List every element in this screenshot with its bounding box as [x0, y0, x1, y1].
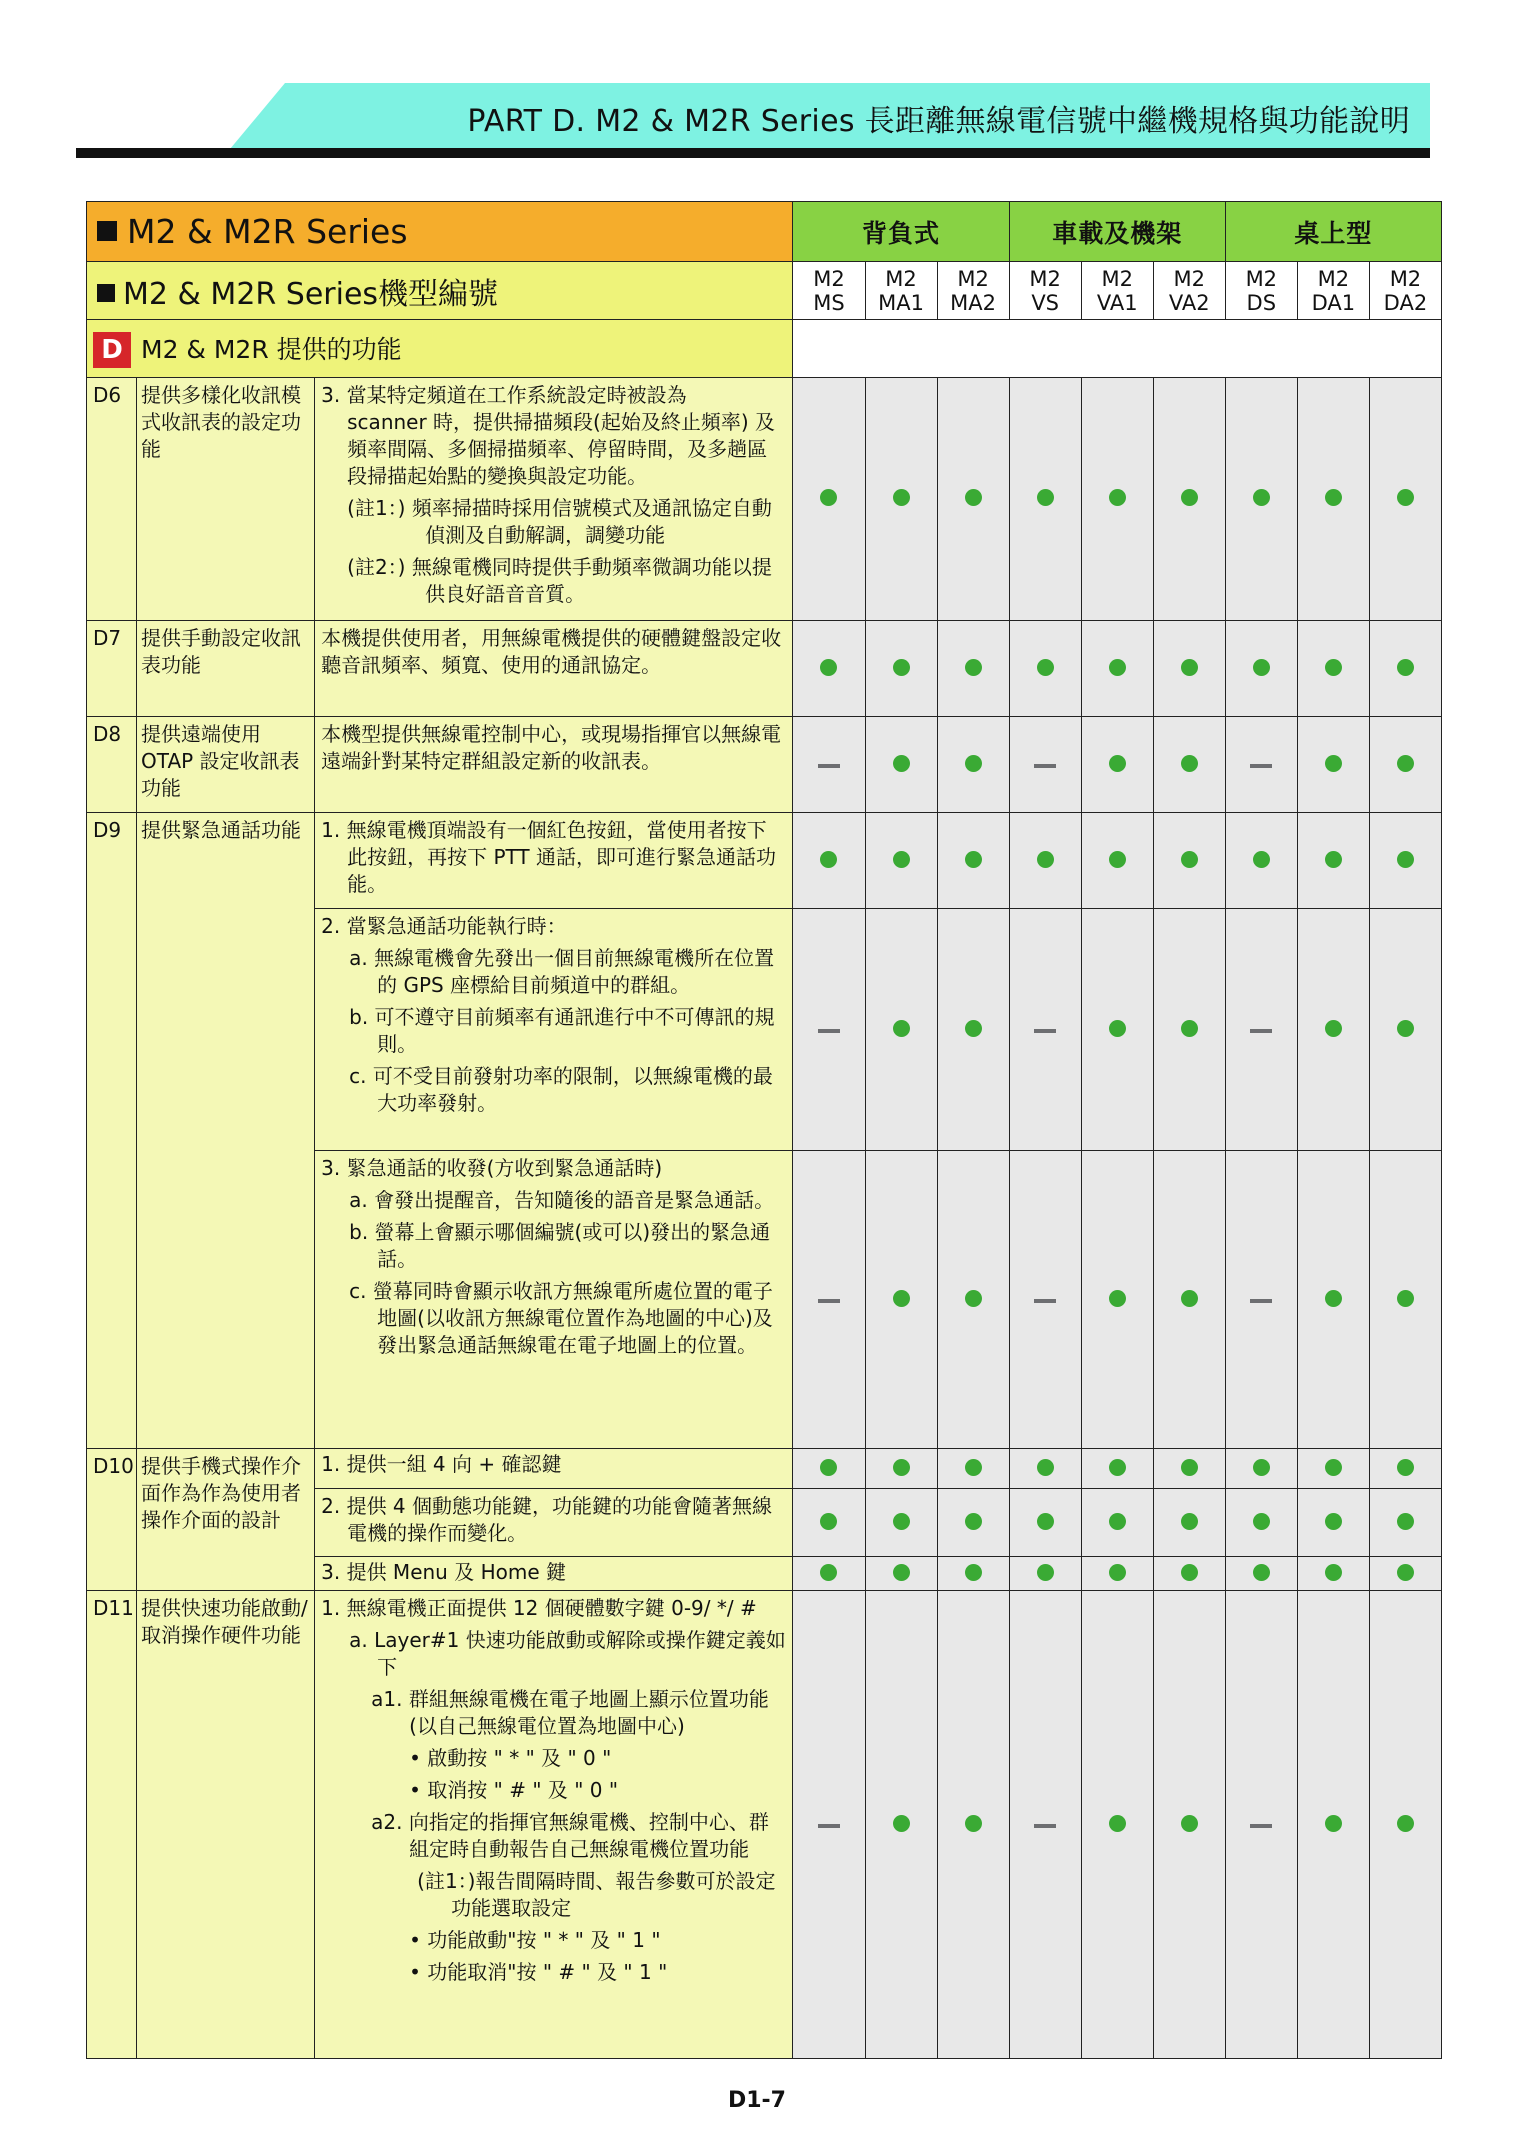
- supported-dot-icon: [1325, 1815, 1342, 1832]
- supported-dot-icon: [965, 1020, 982, 1037]
- support-mark: [937, 378, 1009, 621]
- row-description: 2. 當緊急通話功能執行時： a. 無線電機會先發出一個目前無線電機所在位置的 GPS 座標給目前頻道中的群組。 b. 可不遵守目前頻率有通訊進行中不可傳訊的規則。 c. 可不受目前發射功率的限制，以無線電機的最大功率發射。: [315, 909, 793, 1151]
- not-supported-dash-icon: [1250, 1824, 1272, 1828]
- supported-dot-icon: [1109, 755, 1126, 772]
- header-rule: [76, 148, 1430, 158]
- support-mark: [1297, 1151, 1369, 1449]
- support-mark: [937, 1449, 1009, 1489]
- support-mark: [1153, 717, 1225, 813]
- support-mark: [793, 1557, 865, 1591]
- supported-dot-icon: [1181, 755, 1198, 772]
- supported-dot-icon: [1397, 659, 1414, 676]
- support-mark: [865, 1591, 937, 2059]
- row-code: D7: [87, 621, 137, 717]
- supported-dot-icon: [965, 1564, 982, 1581]
- supported-dot-icon: [1397, 755, 1414, 772]
- support-mark: [793, 1591, 865, 2059]
- supported-dot-icon: [1397, 851, 1414, 868]
- not-supported-dash-icon: [1034, 1824, 1056, 1828]
- supported-dot-icon: [1181, 1815, 1198, 1832]
- supported-dot-icon: [893, 1020, 910, 1037]
- supported-dot-icon: [1325, 659, 1342, 676]
- support-mark: [865, 717, 937, 813]
- support-mark: [1225, 813, 1297, 909]
- support-mark: [1369, 1557, 1441, 1591]
- supported-dot-icon: [1181, 1459, 1198, 1476]
- support-mark: [1009, 717, 1081, 813]
- row-feature: 提供多樣化收訊模式收訊表的設定功能: [137, 378, 315, 621]
- support-mark: [865, 1489, 937, 1557]
- supported-dot-icon: [1325, 1564, 1342, 1581]
- group-header: 背負式: [793, 202, 1009, 262]
- support-mark: [1081, 909, 1153, 1151]
- support-mark: [1297, 1449, 1369, 1489]
- row-description: 3. 緊急通話的收發(方收到緊急通話時) a. 會發出提醒音，告知隨後的語音是緊急通話。 b. 螢幕上會顯示哪個編號(或可以)發出的緊急通話。 c. 螢幕同時會顯示收訊方無線電所處位置的電子地圖(以收訊方無線電位置作為地圖的中心)及發出緊急通話無線電在電子地圖上的位置。: [315, 1151, 793, 1449]
- square-bullet-icon: [97, 284, 115, 302]
- supported-dot-icon: [820, 1564, 837, 1581]
- support-mark: [1153, 909, 1225, 1151]
- support-mark: [1369, 621, 1441, 717]
- model-header: M2 MA1: [865, 262, 937, 320]
- support-mark: [937, 717, 1009, 813]
- row-description: 3. 當某特定頻道在工作系統設定時被設為 scanner 時，提供掃描頻段(起始及終止頻率) 及頻率間隔、多個掃描頻率、停留時間，及多趟區段掃描起始點的變換與設定功能。 (註1：) 頻率掃描時採用信號模式及通訊協定自動偵測及自動解調，調變功能 (註2：) 無線電機同時提供手動頻率微調功能以提供良好語音音質。: [315, 378, 793, 621]
- support-mark: [1225, 1557, 1297, 1591]
- row-description: 1. 無線電機正面提供 12 個硬體數字鍵 0-9/ */ # a. Layer#1 快速功能啟動或解除或操作鍵定義如下 a1. 群組無線電機在電子地圖上顯示位置功能(以自己無線電位置為地圖中心) • 啟動按 " * " 及 " 0 " • 取消按 " # " 及 " 0 " a2. 向指定的指揮官無線電機、控制中心、群組定時自動報告自己無線電機位置功能 (註1：)報告間隔時間、報告參數可於設定功能選取設定 • 功能啟動"按 " * " 及 " 1 " • 功能取消"按 " # " 及 " 1 ": [315, 1591, 793, 2059]
- support-mark: [793, 378, 865, 621]
- not-supported-dash-icon: [1250, 764, 1272, 768]
- support-mark: [1225, 378, 1297, 621]
- row-description: 2. 提供 4 個動態功能鍵，功能鍵的功能會隨著無線電機的操作而變化。: [315, 1489, 793, 1557]
- model-header: M2 MS: [793, 262, 865, 320]
- row-feature: 提供手動設定收訊表功能: [137, 621, 315, 717]
- row-description: 本機型提供無線電控制中心，或現場指揮官以無線電遠端針對某特定群組設定新的收訊表。: [315, 717, 793, 813]
- support-mark: [1009, 1591, 1081, 2059]
- support-mark: [865, 1151, 937, 1449]
- supported-dot-icon: [1253, 1459, 1270, 1476]
- supported-dot-icon: [1109, 1815, 1126, 1832]
- support-mark: [1225, 909, 1297, 1151]
- supported-dot-icon: [965, 489, 982, 506]
- support-mark: [1297, 378, 1369, 621]
- supported-dot-icon: [1181, 851, 1198, 868]
- support-mark: [1009, 621, 1081, 717]
- support-mark: [1081, 378, 1153, 621]
- supported-dot-icon: [1325, 851, 1342, 868]
- row-description: 本機提供使用者，用無線電機提供的硬體鍵盤設定收聽音訊頻率、頻寬、使用的通訊協定。: [315, 621, 793, 717]
- supported-dot-icon: [1325, 1459, 1342, 1476]
- support-mark: [1297, 813, 1369, 909]
- supported-dot-icon: [1037, 1459, 1054, 1476]
- support-mark: [1081, 621, 1153, 717]
- page-number: D1-7: [727, 2088, 786, 2113]
- supported-dot-icon: [1181, 659, 1198, 676]
- model-title-cell: [87, 262, 793, 320]
- supported-dot-icon: [1109, 1020, 1126, 1037]
- supported-dot-icon: [1397, 1564, 1414, 1581]
- support-mark: [865, 378, 937, 621]
- support-mark: [1369, 378, 1441, 621]
- not-supported-dash-icon: [818, 1299, 840, 1303]
- support-mark: [1297, 717, 1369, 813]
- support-mark: [1081, 1557, 1153, 1591]
- not-supported-dash-icon: [1250, 1029, 1272, 1033]
- supported-dot-icon: [1109, 1564, 1126, 1581]
- support-mark: [1009, 1557, 1081, 1591]
- support-mark: [1225, 1591, 1297, 2059]
- support-mark: [793, 1489, 865, 1557]
- supported-dot-icon: [1109, 851, 1126, 868]
- model-header: M2 VA1: [1081, 262, 1153, 320]
- supported-dot-icon: [965, 659, 982, 676]
- supported-dot-icon: [1037, 659, 1054, 676]
- supported-dot-icon: [1181, 489, 1198, 506]
- supported-dot-icon: [965, 851, 982, 868]
- row-code: D10: [87, 1449, 137, 1591]
- support-mark: [793, 621, 865, 717]
- support-mark: [937, 813, 1009, 909]
- supported-dot-icon: [820, 1513, 837, 1530]
- support-mark: [1009, 909, 1081, 1151]
- support-mark: [1369, 1449, 1441, 1489]
- supported-dot-icon: [820, 489, 837, 506]
- supported-dot-icon: [1325, 1020, 1342, 1037]
- supported-dot-icon: [1109, 1290, 1126, 1307]
- supported-dot-icon: [1397, 1815, 1414, 1832]
- row-description: 1. 無線電機頂端設有一個紅色按鈕，當使用者按下此按鈕，再按下 PTT 通話，即可進行緊急通話功能。: [315, 813, 793, 909]
- series-title-cell: [87, 202, 793, 262]
- support-mark: [1153, 813, 1225, 909]
- support-mark: [865, 1557, 937, 1591]
- supported-dot-icon: [820, 1459, 837, 1476]
- supported-dot-icon: [1325, 1513, 1342, 1530]
- row-code: D9: [87, 813, 137, 1449]
- row-feature: 提供手機式操作介面作為作為使用者操作介面的設計: [137, 1449, 315, 1591]
- support-mark: [1297, 1591, 1369, 2059]
- support-mark: [1153, 1591, 1225, 2059]
- support-mark: [937, 1489, 1009, 1557]
- not-supported-dash-icon: [1250, 1299, 1272, 1303]
- support-mark: [937, 1591, 1009, 2059]
- supported-dot-icon: [893, 1459, 910, 1476]
- support-mark: [1081, 813, 1153, 909]
- not-supported-dash-icon: [1034, 1299, 1056, 1303]
- supported-dot-icon: [1253, 659, 1270, 676]
- supported-dot-icon: [893, 489, 910, 506]
- support-mark: [1369, 1489, 1441, 1557]
- model-title: M2 & M2R Series機型編號: [123, 276, 499, 312]
- support-mark: [1369, 717, 1441, 813]
- supported-dot-icon: [1037, 1513, 1054, 1530]
- supported-dot-icon: [1037, 489, 1054, 506]
- support-mark: [793, 1449, 865, 1489]
- square-bullet-icon: [97, 221, 117, 241]
- support-mark: [1009, 1151, 1081, 1449]
- supported-dot-icon: [1253, 851, 1270, 868]
- supported-dot-icon: [893, 1564, 910, 1581]
- support-mark: [1081, 1489, 1153, 1557]
- support-mark: [1153, 621, 1225, 717]
- support-mark: [793, 1151, 865, 1449]
- model-header: M2 MA2: [937, 262, 1009, 320]
- model-header: M2 DS: [1225, 262, 1297, 320]
- row-description: 3. 提供 Menu 及 Home 鍵: [315, 1557, 793, 1591]
- row-feature: 提供緊急通話功能: [137, 813, 315, 1449]
- supported-dot-icon: [1109, 1513, 1126, 1530]
- support-mark: [1297, 1489, 1369, 1557]
- support-mark: [793, 909, 865, 1151]
- supported-dot-icon: [965, 1290, 982, 1307]
- support-mark: [865, 813, 937, 909]
- supported-dot-icon: [820, 659, 837, 676]
- row-code: D6: [87, 378, 137, 621]
- support-mark: [1297, 909, 1369, 1151]
- section-title: M2 & M2R 提供的功能: [141, 334, 402, 364]
- row-feature: 提供快速功能啟動/取消操作硬件功能: [137, 1591, 315, 2059]
- supported-dot-icon: [893, 755, 910, 772]
- supported-dot-icon: [1397, 1290, 1414, 1307]
- supported-dot-icon: [1109, 489, 1126, 506]
- support-mark: [793, 717, 865, 813]
- support-mark: [1009, 378, 1081, 621]
- supported-dot-icon: [1037, 1564, 1054, 1581]
- support-mark: [1225, 1151, 1297, 1449]
- model-header: M2 DA2: [1369, 262, 1441, 320]
- spec-table: [86, 201, 1442, 2059]
- section-letter-badge: D: [93, 332, 131, 368]
- support-mark: [1081, 1449, 1153, 1489]
- model-header: M2 VA2: [1153, 262, 1225, 320]
- supported-dot-icon: [1181, 1513, 1198, 1530]
- support-mark: [937, 1151, 1009, 1449]
- support-mark: [937, 909, 1009, 1151]
- support-mark: [1225, 1489, 1297, 1557]
- support-mark: [1369, 813, 1441, 909]
- group-header: 車載及機架: [1009, 202, 1225, 262]
- support-mark: [1081, 1151, 1153, 1449]
- support-mark: [1081, 717, 1153, 813]
- supported-dot-icon: [1181, 1564, 1198, 1581]
- supported-dot-icon: [1037, 851, 1054, 868]
- supported-dot-icon: [965, 1513, 982, 1530]
- supported-dot-icon: [893, 1290, 910, 1307]
- model-header: M2 VS: [1009, 262, 1081, 320]
- support-mark: [1081, 1591, 1153, 2059]
- support-mark: [1153, 1489, 1225, 1557]
- supported-dot-icon: [893, 1513, 910, 1530]
- supported-dot-icon: [1397, 1020, 1414, 1037]
- supported-dot-icon: [965, 1459, 982, 1476]
- support-mark: [937, 1557, 1009, 1591]
- supported-dot-icon: [1253, 1564, 1270, 1581]
- row-code: D8: [87, 717, 137, 813]
- row-description: 1. 提供一組 4 向 + 確認鍵: [315, 1449, 793, 1489]
- support-mark: [1297, 621, 1369, 717]
- support-mark: [1153, 1151, 1225, 1449]
- support-mark: [1369, 1591, 1441, 2059]
- supported-dot-icon: [1325, 755, 1342, 772]
- supported-dot-icon: [1397, 1513, 1414, 1530]
- supported-dot-icon: [893, 659, 910, 676]
- support-mark: [937, 621, 1009, 717]
- support-mark: [1153, 1449, 1225, 1489]
- not-supported-dash-icon: [1034, 764, 1056, 768]
- support-mark: [1225, 1449, 1297, 1489]
- not-supported-dash-icon: [1034, 1029, 1056, 1033]
- support-mark: [1009, 813, 1081, 909]
- support-mark: [1297, 1557, 1369, 1591]
- supported-dot-icon: [893, 851, 910, 868]
- support-mark: [1369, 1151, 1441, 1449]
- support-mark: [1153, 378, 1225, 621]
- support-mark: [1009, 1489, 1081, 1557]
- support-mark: [1369, 909, 1441, 1151]
- row-code: D11: [87, 1591, 137, 2059]
- supported-dot-icon: [1253, 489, 1270, 506]
- not-supported-dash-icon: [818, 1029, 840, 1033]
- support-mark: [1153, 1557, 1225, 1591]
- row-feature: 提供遠端使用 OTAP 設定收訊表功能: [137, 717, 315, 813]
- supported-dot-icon: [965, 1815, 982, 1832]
- supported-dot-icon: [1397, 1459, 1414, 1476]
- page-header-title: PART D. M2 & M2R Series 長距離無線電信號中繼機規格與功能說明: [467, 104, 1410, 139]
- model-header: M2 DA1: [1297, 262, 1369, 320]
- support-mark: [865, 909, 937, 1151]
- section-header: [87, 320, 793, 378]
- support-mark: [1009, 1449, 1081, 1489]
- series-title: M2 & M2R Series: [127, 212, 408, 251]
- support-mark: [1225, 717, 1297, 813]
- not-supported-dash-icon: [818, 764, 840, 768]
- supported-dot-icon: [1325, 1290, 1342, 1307]
- supported-dot-icon: [820, 851, 837, 868]
- supported-dot-icon: [1325, 489, 1342, 506]
- supported-dot-icon: [1253, 1513, 1270, 1530]
- group-header: 桌上型: [1225, 202, 1441, 262]
- supported-dot-icon: [1109, 1459, 1126, 1476]
- supported-dot-icon: [965, 755, 982, 772]
- supported-dot-icon: [1181, 1290, 1198, 1307]
- not-supported-dash-icon: [818, 1824, 840, 1828]
- supported-dot-icon: [1181, 1020, 1198, 1037]
- supported-dot-icon: [893, 1815, 910, 1832]
- supported-dot-icon: [1397, 489, 1414, 506]
- supported-dot-icon: [1109, 659, 1126, 676]
- support-mark: [793, 813, 865, 909]
- support-mark: [865, 1449, 937, 1489]
- support-mark: [1225, 621, 1297, 717]
- support-mark: [865, 621, 937, 717]
